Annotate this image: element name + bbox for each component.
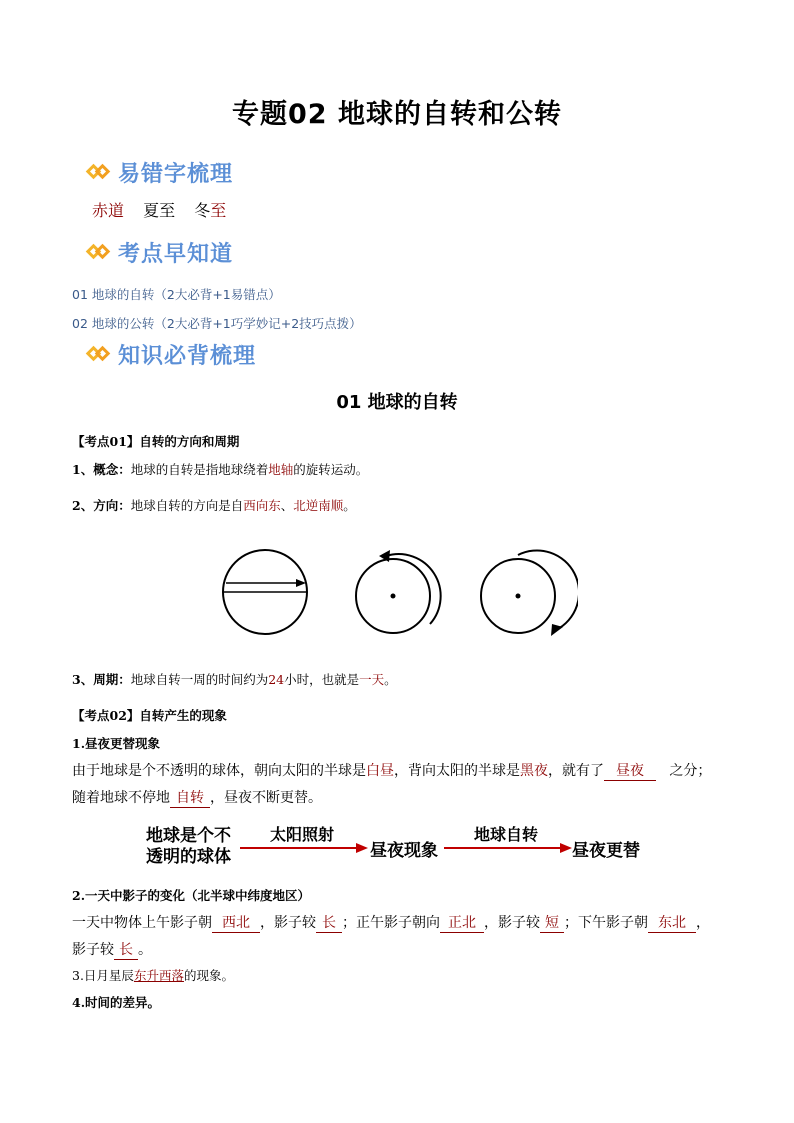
section-title: 考点早知道 [118, 241, 234, 267]
fill-blank: 西北 [212, 912, 260, 933]
diamond-icon [88, 345, 112, 363]
kp2-s1-line1: 由于地球是个不透明的球体，朝向太阳的半球是白昼，背向太阳的半球是黑夜，就有了 昼夜 之分； [72, 760, 711, 781]
diamond-icon [88, 243, 112, 261]
fill-blank: 自转 [170, 787, 210, 808]
diamond-icon [88, 163, 112, 181]
section-header-typo [88, 156, 233, 188]
fill-blank: 长 [316, 912, 342, 933]
flow-arrow-2 [444, 842, 574, 854]
kp2-s3: 3.日月星辰东升西落的现象。 [72, 968, 234, 983]
pole-dot-2 [391, 594, 396, 599]
subtopic-title: 01 地球的自转 [336, 392, 458, 413]
kp2-s2-line2: 影子较 长 。 [72, 939, 152, 960]
flow-arrow-2-label: 地球自转 [474, 825, 539, 844]
flow-box-2: 昼夜现象 [370, 841, 438, 861]
flow-arrow-1 [240, 842, 370, 854]
kp2-s1-line2: 随着地球不停地 自转 ，昼夜不断更替。 [72, 787, 322, 808]
flow-arrow-1-label: 太阳照射 [270, 825, 335, 844]
fill-blank: 长 [114, 939, 138, 960]
kp1-direction: 2、方向：地球自转的方向是自西向东、北逆南顺。 [72, 498, 356, 513]
flow-box-3: 昼夜更替 [572, 841, 640, 861]
kp1-title: 【考点01】自转的方向和周期 [72, 434, 240, 449]
fill-blank: 昼夜 [604, 760, 656, 781]
page-title: 专题02 地球的自转和公转 [232, 99, 562, 130]
kp1-concept: 1、概念：地球的自转是指地球绕着地轴的旋转运动。 [72, 462, 369, 477]
rotation-diagram [218, 544, 578, 644]
kp2-s1-title: 1.昼夜更替现象 [72, 736, 161, 751]
rotation-diagram-svg [218, 544, 578, 644]
day-night-flow-diagram [146, 822, 666, 872]
typo-word-2: 夏至 [143, 201, 176, 220]
kp2-title: 【考点02】自转产生的现象 [72, 708, 227, 723]
section-header-exam [88, 236, 233, 268]
fill-blank: 正北 [440, 912, 484, 933]
typo-word-1: 赤道 [92, 201, 125, 220]
kp2-s2-line1: 一天中物体上午影子朝 西北 ，影子较 长 ；正午影子朝向 正北 ，影子较 短 ；下午影子朝 东北 ， [72, 912, 710, 933]
typo-words [92, 198, 240, 221]
toc-item-2[interactable]: 02 地球的公转（2大必背+1巧学妙记+2技巧点拨） [72, 316, 362, 331]
kp2-s4: 4.时间的差异。 [72, 995, 161, 1010]
kp2-s2-title: 2.一天中影子的变化（北半球中纬度地区） [72, 888, 311, 903]
toc-item-1[interactable]: 01 地球的自转（2大必背+1易错点） [72, 287, 281, 302]
fill-blank: 东北 [648, 912, 696, 933]
fill-blank: 短 [540, 912, 564, 933]
section-header-knowledge [88, 338, 256, 370]
pole-dot-3 [516, 594, 521, 599]
typo-word-3b: 至 [210, 201, 227, 220]
section-title: 知识必背梳理 [118, 343, 257, 369]
flow-box-1: 地球是个不 透明的球体 [146, 826, 231, 867]
kp1-period: 3、周期：地球自转一周的时间约为24小时，也就是一天。 [72, 672, 397, 687]
section-title: 易错字梳理 [118, 161, 234, 187]
typo-word-3a: 冬 [194, 201, 211, 220]
